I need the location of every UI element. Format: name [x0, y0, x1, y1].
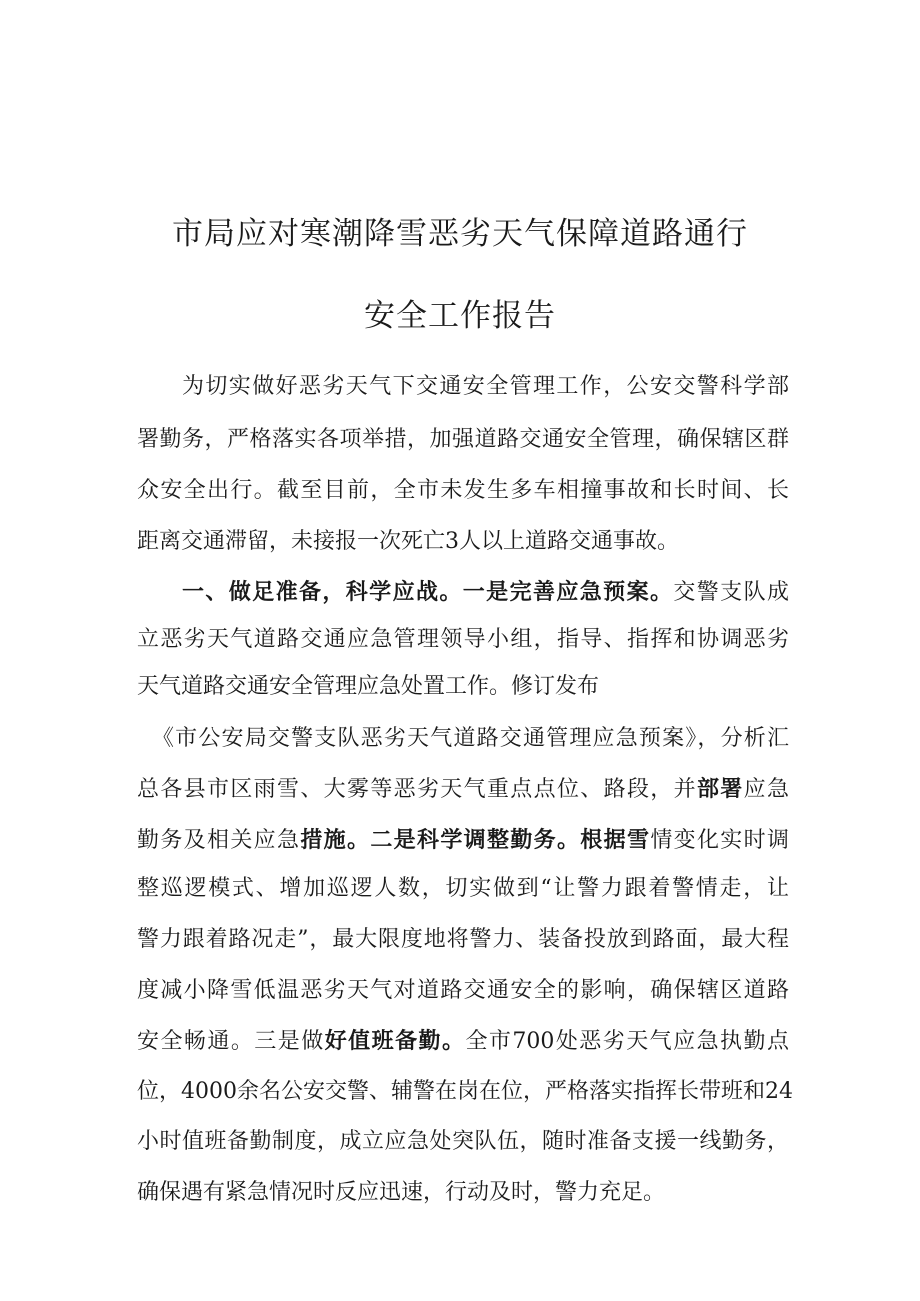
point-label: 一是完善应急预案。: [462, 579, 674, 605]
bold-span: 部署: [696, 776, 744, 802]
text-line: 警力跟着路况走”，最大限度地将警力、装备投放到路面，最大程: [137, 927, 789, 952]
text-span: 应急: [743, 777, 789, 802]
text-line: 众安全出行。截至目前，全市未发生多车相撞事故和长时间、长: [137, 478, 789, 503]
text-span: 勤务及相关应急: [137, 828, 301, 853]
text-line: [137, 774, 789, 805]
text-line: 天气道路交通安全管理应急处置工作。修订发布: [137, 674, 600, 699]
text-line: 整巡逻模式、增加巡逻人数，切实做到“让警力跟着警情走，让: [137, 876, 789, 901]
text-span: 全市700处恶劣天气应急执勤点: [465, 1029, 789, 1054]
text-line: 确保遇有紧急情况时反应迅速，行动及时，警力充足。: [137, 1180, 666, 1205]
text-line: 度减小降雪低温恶劣天气对道路交通安全的影响，确保辖区道路: [137, 978, 789, 1003]
text-line: [137, 1026, 789, 1057]
text-line: 为切实做好恶劣天气下交通安全管理工作，公安交警科学部: [182, 374, 789, 399]
text-line: [182, 577, 789, 608]
text-line: 位，4000余名公安交警、辅警在岗在位，严格落实指挥长带班和24: [137, 1079, 793, 1104]
point-label: 好值班备勤。: [324, 1028, 466, 1054]
text-span: 情变化实时调: [650, 828, 789, 853]
document-title-line-1: 市局应对寒潮降雪恶劣天气保障道路通行: [172, 216, 748, 252]
text-line: 小时值班备勤制度，成立应急处突队伍，随时准备支援一线勤务，: [137, 1129, 789, 1154]
text-line: 立恶劣天气道路交通应急管理领导小组，指导、指挥和协调恶劣: [137, 627, 789, 652]
document-title-line-2: 安全工作报告: [364, 298, 556, 334]
section-heading: 一、做足准备，科学应战。: [182, 579, 463, 605]
text-span: 交警支队成: [673, 580, 789, 605]
text-span: 安全畅通。三是做: [137, 1029, 325, 1054]
text-line: 距离交通滞留，未接报一次死亡3人以上道路交通事故。: [137, 529, 679, 554]
text-line: 《市公安局交警支队恶劣天气道路交通管理应急预案》，分析汇: [152, 726, 789, 751]
text-line: [137, 825, 789, 856]
text-line: 署勤务，严格落实各项举措，加强道路交通安全管理，确保辖区群: [137, 427, 789, 452]
point-label: 措施。二是科学调整勤务。根据雪: [300, 827, 651, 853]
text-span: 总各县市区雨雪、大雾等恶劣天气重点点位、路段，并: [137, 777, 697, 802]
